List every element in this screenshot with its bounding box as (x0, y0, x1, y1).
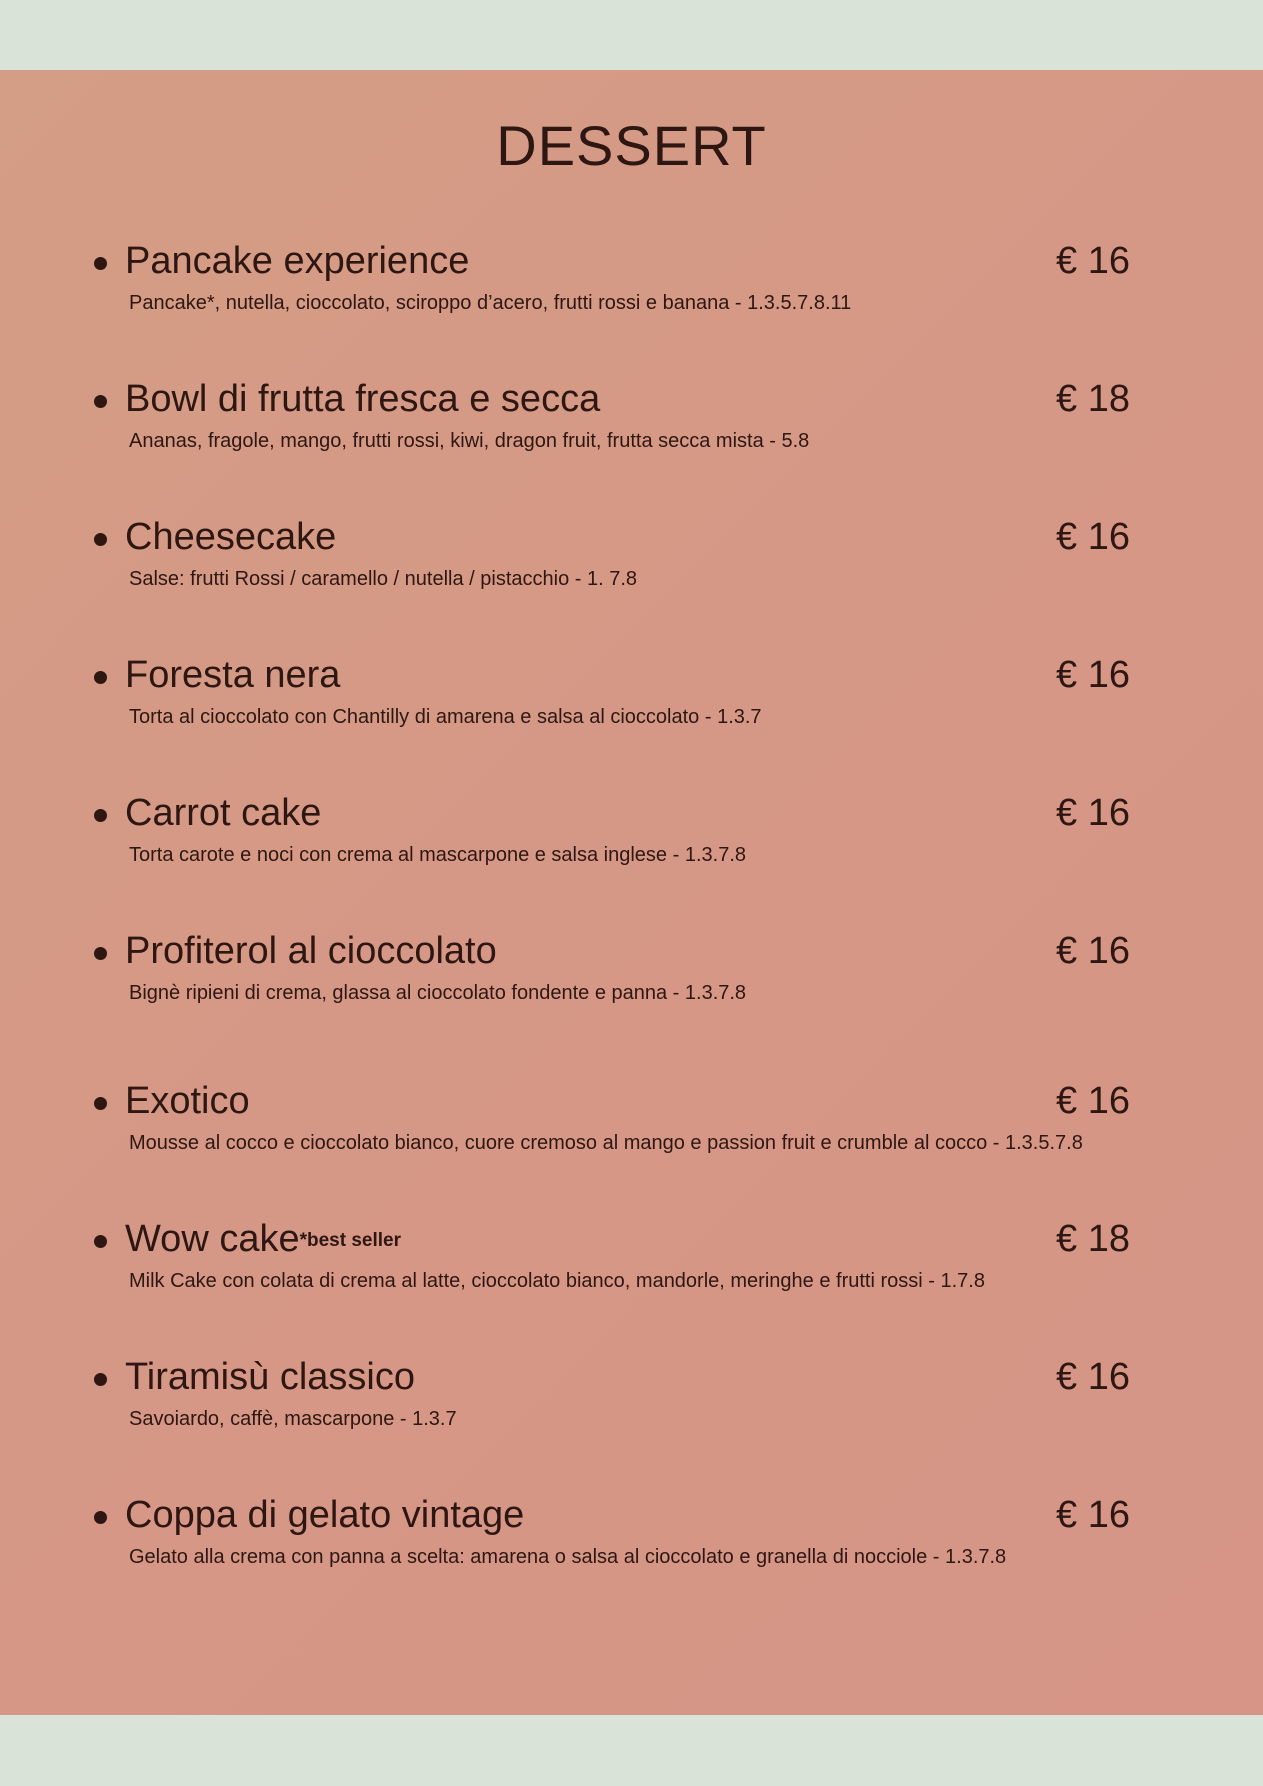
menu-item (0, 1216, 1263, 1326)
menu-item (0, 1354, 1263, 1464)
item-price: € 16 (1056, 1080, 1130, 1122)
item-description: Savoiardo, caffè, mascarpone - 1.3.7 (129, 1408, 457, 1430)
item-name: Bowl di frutta fresca e secca (125, 378, 601, 420)
item-note: *best seller (299, 1230, 401, 1251)
item-price: € 16 (1056, 240, 1130, 282)
menu-item (0, 790, 1263, 900)
bullet-icon (94, 947, 107, 960)
item-description: Mousse al cocco e cioccolato bianco, cuore cremoso al mango e passion fruit e crumble al cocco - 1.3.5.7.8 (129, 1132, 1083, 1154)
bullet-icon (94, 533, 107, 546)
bullet-icon (94, 1373, 107, 1386)
bullet-icon (94, 1097, 107, 1110)
menu-item (0, 514, 1263, 624)
menu-item (0, 1078, 1263, 1188)
item-price: € 18 (1056, 1218, 1130, 1260)
item-description: Bignè ripieni di crema, glassa al cioccolato fondente e panna - 1.3.7.8 (129, 982, 747, 1004)
item-description: Torta carote e noci con crema al mascarpone e salsa inglese - 1.3.7.8 (129, 844, 746, 866)
menu-page (0, 70, 1263, 1715)
item-price: € 16 (1056, 1494, 1130, 1536)
menu-item (0, 376, 1263, 486)
menu-item (0, 238, 1263, 348)
bullet-icon (94, 809, 107, 822)
item-name: Foresta nera (125, 654, 341, 696)
item-description: Milk Cake con colata di crema al latte, cioccolato bianco, mandorle, meringhe e frutti rossi - 1.7.8 (129, 1270, 985, 1292)
item-description: Gelato alla crema con panna a scelta: amarena o salsa al cioccolato e granella di nocciole - 1.3.7.8 (129, 1546, 1007, 1568)
item-description: Salse: frutti Rossi / caramello / nutella / pistacchio - 1. 7.8 (129, 568, 637, 590)
menu-item (0, 928, 1263, 1038)
item-name: Exotico (125, 1080, 250, 1122)
item-price: € 18 (1056, 378, 1130, 420)
item-name: Cheesecake (125, 516, 337, 558)
item-description: Ananas, fragole, mango, frutti rossi, kiwi, dragon fruit, frutta secca mista - 5.8 (129, 430, 810, 452)
menu-item (0, 1492, 1263, 1602)
item-name: Carrot cake (125, 792, 322, 834)
bullet-icon (94, 1235, 107, 1248)
bullet-icon (94, 1511, 107, 1524)
menu-item (0, 652, 1263, 762)
item-name: Pancake experience (125, 240, 470, 282)
item-name: Tiramisù classico (125, 1356, 415, 1398)
bullet-icon (94, 257, 107, 270)
item-description: Pancake*, nutella, cioccolato, sciroppo d’acero, frutti rossi e banana - 1.3.5.7.8.11 (129, 292, 852, 314)
item-name: Wow cake$^{*best seller}$ (125, 1218, 401, 1260)
menu-title: DESSERT (496, 114, 767, 177)
bullet-icon (94, 395, 107, 408)
item-description: Torta al cioccolato con Chantilly di amarena e salsa al cioccolato - 1.3.7 (129, 706, 762, 728)
item-price: € 16 (1056, 792, 1130, 834)
item-price: € 16 (1056, 930, 1130, 972)
item-price: € 16 (1056, 1356, 1130, 1398)
bullet-icon (94, 671, 107, 684)
item-name: Profiterol al cioccolato (125, 930, 497, 972)
item-name: Coppa di gelato vintage (125, 1494, 525, 1536)
item-price: € 16 (1056, 516, 1130, 558)
item-price: € 16 (1056, 654, 1130, 696)
